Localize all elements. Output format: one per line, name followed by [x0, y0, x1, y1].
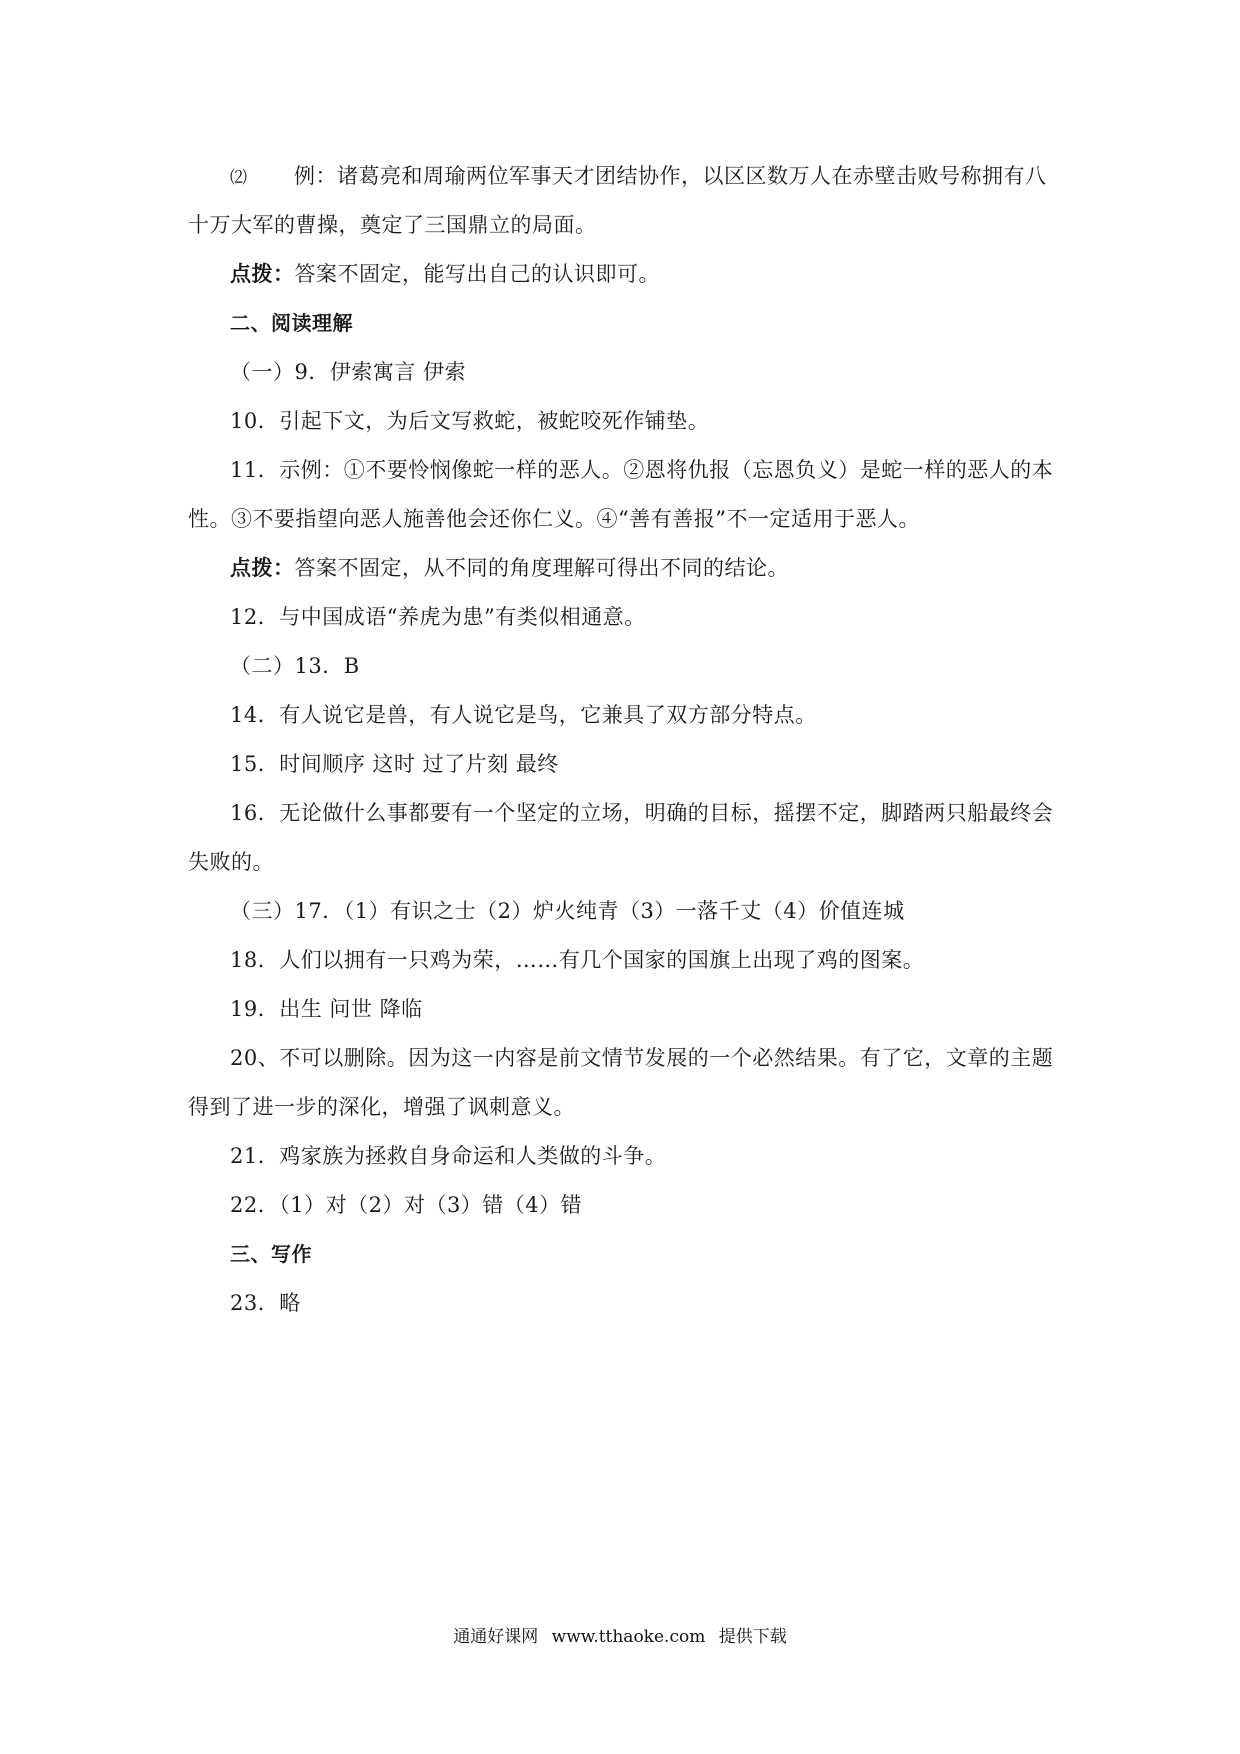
- answer-8-2-line-1: [188, 152, 1058, 201]
- answer-17: （三）17．（1）有识之士（2）炉火纯青（3）一落千丈（4）价值连城: [230, 899, 905, 923]
- answer-16-line-1: 16．无论做什么事都要有一个坚定的立场，明确的目标，摇摆不定，脚踏两只船最终会: [230, 801, 1054, 825]
- section-2-heading: 二、阅读理解: [230, 311, 353, 335]
- answer-20-line-2: 得到了进一步的深化，增强了讽刺意义。: [188, 1095, 575, 1119]
- answer-19: 19．出生 问世 降临: [230, 997, 423, 1021]
- answer-18: 18．人们以拥有一只鸡为荣，……有几个国家的国旗上出现了鸡的图案。: [230, 948, 925, 972]
- answer-8-2-number: ⑵: [230, 168, 248, 188]
- answer-22: 22．（1）对（2）对（3）错（4）错: [230, 1193, 583, 1217]
- tip-2-text: 答案不固定，从不同的角度理解可得出不同的结论。: [294, 556, 789, 580]
- answer-13: （二）13．B: [230, 654, 360, 678]
- answer-10: 10．引起下文，为后文写救蛇，被蛇咬死作铺垫。: [230, 409, 710, 433]
- footer-suffix: 提供下载: [718, 1627, 787, 1647]
- tip-1-label: 点拨：: [230, 262, 295, 286]
- page-footer: [0, 1622, 1240, 1647]
- answer-8-2-line-2: 十万大军的曹操，奠定了三国鼎立的局面。: [188, 213, 597, 237]
- answer-content: [188, 152, 1058, 1328]
- answer-11-line-1: 11．示例：①不要怜悯像蛇一样的恶人。②恩将仇报（忘恩负义）是蛇一样的恶人的本: [230, 458, 1054, 482]
- answer-14: 14．有人说它是兽，有人说它是鸟，它兼具了双方部分特点。: [230, 703, 817, 727]
- tip-2-label: 点拨：: [230, 556, 295, 580]
- answer-21: 21．鸡家族为拯救自身命运和人类做的斗争。: [230, 1144, 667, 1168]
- answer-12: 12．与中国成语“养虎为患”有类似相通意。: [230, 605, 646, 629]
- tip-2: [188, 544, 1058, 593]
- tip-1-text: 答案不固定，能写出自己的认识即可。: [294, 262, 660, 286]
- answer-23: 23．略: [230, 1291, 301, 1315]
- answer-8-2-text: 例：诸葛亮和周瑜两位军事天才团结协作，以区区数万人在赤壁击败号称拥有八: [294, 164, 1047, 188]
- tip-1: [188, 250, 1058, 299]
- answer-20-line-1: 20、不可以删除。因为这一内容是前文情节发展的一个必然结果。有了它，文章的主题: [230, 1046, 1054, 1070]
- answer-9: （一）9．伊索寓言 伊索: [230, 360, 467, 384]
- answer-16-line-2: 失败的。: [188, 850, 274, 874]
- footer-url: www.tthaoke.com: [551, 1627, 706, 1647]
- section-3-heading: 三、写作: [230, 1242, 312, 1266]
- answer-11-line-2: 性。③不要指望向恶人施善他会还你仁义。④“善有善报”不一定适用于恶人。: [188, 507, 920, 531]
- answer-15: 15．时间顺序 这时 过了片刻 最终: [230, 752, 559, 776]
- footer-site-name: 通通好课网: [453, 1627, 539, 1647]
